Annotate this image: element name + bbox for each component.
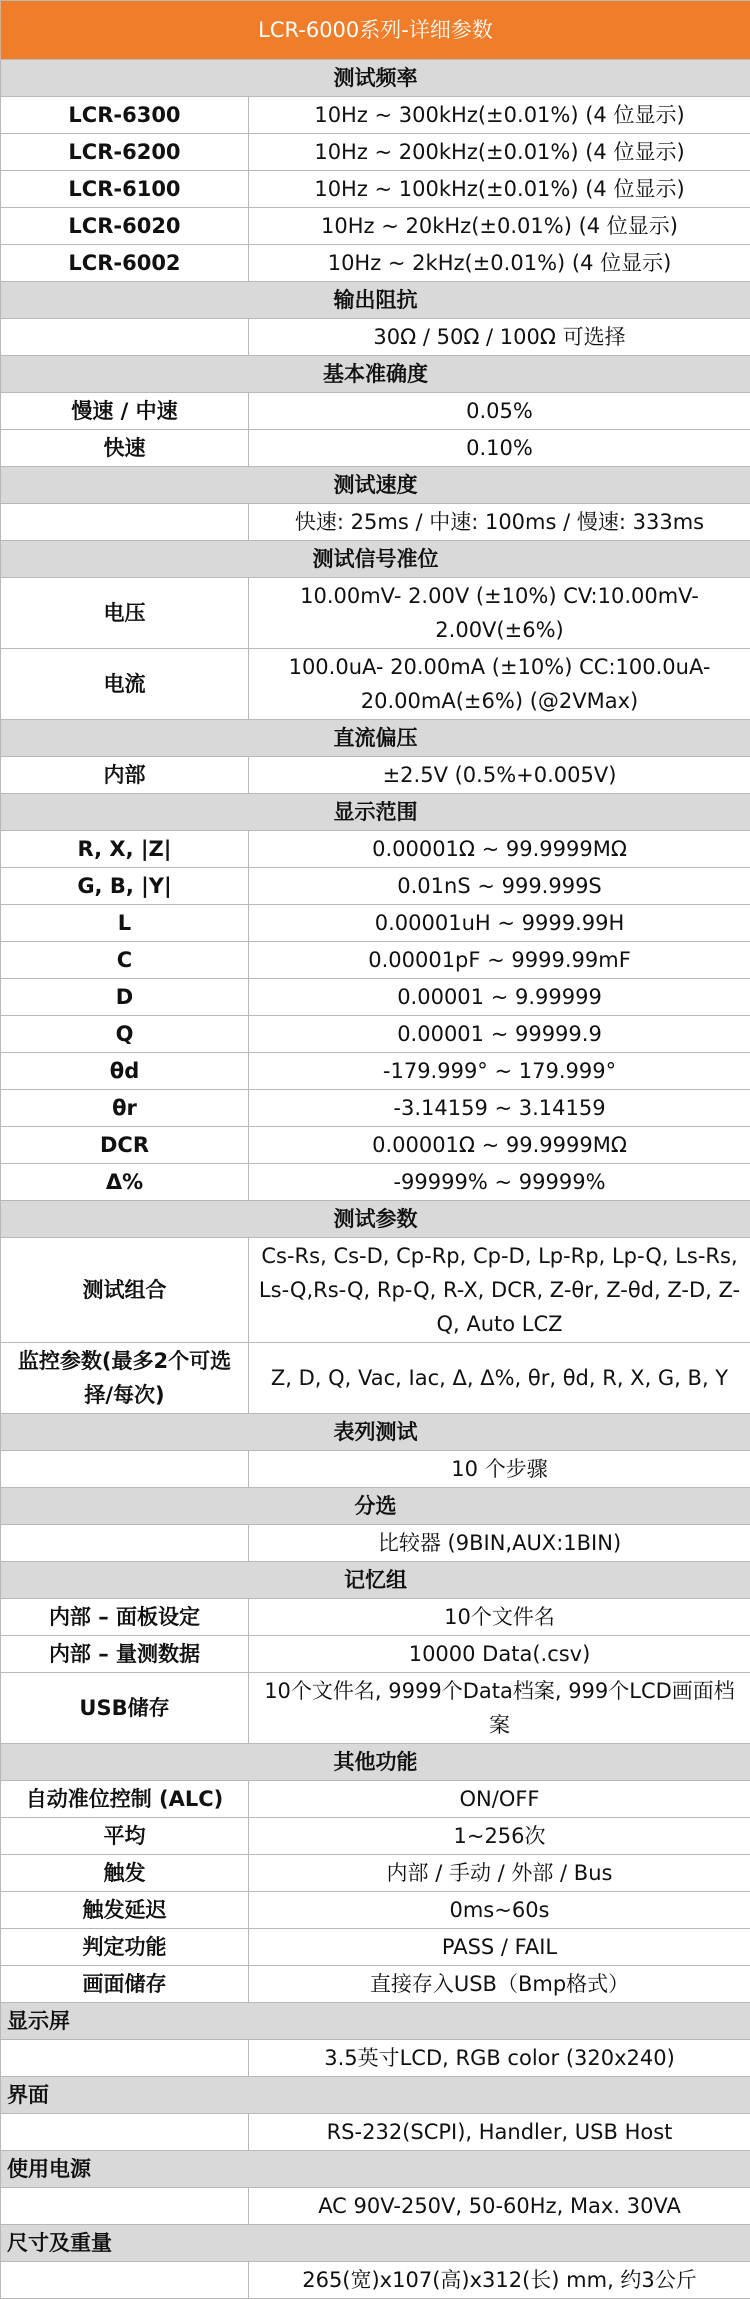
section-heading: 测试信号准位 xyxy=(1,541,750,578)
spec-label: R, X, |Z| xyxy=(1,831,249,868)
spec-row xyxy=(1,1892,750,1929)
spec-row xyxy=(1,1525,750,1562)
spec-value: 0.05% xyxy=(249,393,750,430)
spec-value: AC 90V-250V, 50-60Hz, Max. 30VA xyxy=(249,2188,750,2225)
section-heading-row xyxy=(1,2225,750,2262)
spec-value: PASS / FAIL xyxy=(249,1929,750,1966)
section-heading: 使用电源 xyxy=(1,2151,750,2188)
spec-label: USB储存 xyxy=(1,1673,249,1744)
section-heading: 记忆组 xyxy=(1,1562,750,1599)
spec-label: 监控参数(最多2个可选择/每次) xyxy=(1,1343,249,1414)
spec-label: 触发 xyxy=(1,1855,249,1892)
spec-value: 10Hz ~ 200kHz(±0.01%) (4 位显示) xyxy=(249,134,750,171)
spec-row xyxy=(1,1127,750,1164)
spec-value: 10Hz ~ 300kHz(±0.01%) (4 位显示) xyxy=(249,97,750,134)
section-heading: 尺寸及重量 xyxy=(1,2225,750,2262)
spec-label: 慢速 / 中速 xyxy=(1,393,249,430)
spec-row xyxy=(1,97,750,134)
spec-value: 0.01nS ~ 999.999S xyxy=(249,868,750,905)
spec-row xyxy=(1,942,750,979)
section-heading-row xyxy=(1,356,750,393)
section-heading-row xyxy=(1,794,750,831)
spec-row xyxy=(1,171,750,208)
spec-label xyxy=(1,2114,249,2151)
spec-row xyxy=(1,1053,750,1090)
spec-value: Cs-Rs, Cs-D, Cp-Rp, Cp-D, Lp-Rp, Lp-Q, Ls-Rs, Ls-Q,Rs-Q, Rp-Q, R-X, DCR, Z-θr, Z-θd, Z-D, Z-Q, Auto LCZ xyxy=(249,1238,750,1343)
section-heading-row xyxy=(1,2151,750,2188)
spec-label: L xyxy=(1,905,249,942)
spec-label: 电压 xyxy=(1,578,249,649)
spec-row xyxy=(1,979,750,1016)
spec-row xyxy=(1,757,750,794)
spec-value: 0.00001 ~ 99999.9 xyxy=(249,1016,750,1053)
spec-value: 0.10% xyxy=(249,430,750,467)
section-heading: 分选 xyxy=(1,1488,750,1525)
spec-row xyxy=(1,1599,750,1636)
spec-label xyxy=(1,2188,249,2225)
section-heading-row xyxy=(1,282,750,319)
spec-row xyxy=(1,1238,750,1343)
spec-label xyxy=(1,2262,249,2299)
spec-row xyxy=(1,1016,750,1053)
spec-value: 快速: 25ms / 中速: 100ms / 慢速: 333ms xyxy=(249,504,750,541)
spec-label: θd xyxy=(1,1053,249,1090)
section-heading-row xyxy=(1,1744,750,1781)
section-heading: 显示范围 xyxy=(1,794,750,831)
spec-value: 100.0uA- 20.00mA (±10%) CC:100.0uA-20.00mA(±6%) (@2VMax) xyxy=(249,649,750,720)
spec-row xyxy=(1,393,750,430)
spec-value: 0.00001pF ~ 9999.99mF xyxy=(249,942,750,979)
spec-value: 直接存入USB（Bmp格式） xyxy=(249,1966,750,2003)
page-title: LCR-6000系列-详细参数 xyxy=(1,1,750,60)
spec-label: LCR-6002 xyxy=(1,245,249,282)
spec-label: 内部 xyxy=(1,757,249,794)
section-heading-row xyxy=(1,1414,750,1451)
section-heading-row xyxy=(1,1562,750,1599)
spec-value: 30Ω / 50Ω / 100Ω 可选择 xyxy=(249,319,750,356)
spec-label: LCR-6100 xyxy=(1,171,249,208)
spec-row xyxy=(1,430,750,467)
spec-row xyxy=(1,2262,750,2299)
spec-row xyxy=(1,1929,750,1966)
spec-value: 内部 / 手动 / 外部 / Bus xyxy=(249,1855,750,1892)
section-heading-row xyxy=(1,60,750,97)
spec-value: 比较器 (9BIN,AUX:1BIN) xyxy=(249,1525,750,1562)
spec-label: C xyxy=(1,942,249,979)
spec-value: -99999% ~ 99999% xyxy=(249,1164,750,1201)
section-heading-row xyxy=(1,2003,750,2040)
spec-label: 判定功能 xyxy=(1,1929,249,1966)
spec-value: 3.5英寸LCD, RGB color (320x240) xyxy=(249,2040,750,2077)
spec-row xyxy=(1,1673,750,1744)
spec-row xyxy=(1,2188,750,2225)
spec-row xyxy=(1,868,750,905)
spec-value: Z, D, Q, Vac, Iac, Δ, Δ%, θr, θd, R, X, G, B, Y xyxy=(249,1343,750,1414)
spec-row xyxy=(1,649,750,720)
spec-label xyxy=(1,1525,249,1562)
spec-value: 10Hz ~ 20kHz(±0.01%) (4 位显示) xyxy=(249,208,750,245)
spec-row xyxy=(1,1451,750,1488)
spec-label: 快速 xyxy=(1,430,249,467)
spec-row xyxy=(1,2114,750,2151)
spec-value: -3.14159 ~ 3.14159 xyxy=(249,1090,750,1127)
section-heading: 测试速度 xyxy=(1,467,750,504)
title-row xyxy=(1,1,750,60)
spec-row xyxy=(1,831,750,868)
spec-table-body xyxy=(1,1,750,2299)
spec-value: RS-232(SCPI), Handler, USB Host xyxy=(249,2114,750,2151)
spec-row xyxy=(1,134,750,171)
spec-label: G, B, |Y| xyxy=(1,868,249,905)
section-heading: 测试参数 xyxy=(1,1201,750,1238)
spec-row xyxy=(1,504,750,541)
spec-value: 10 个步骤 xyxy=(249,1451,750,1488)
spec-value: 10Hz ~ 2kHz(±0.01%) (4 位显示) xyxy=(249,245,750,282)
section-heading-row xyxy=(1,1488,750,1525)
spec-value: 0.00001Ω ~ 99.9999MΩ xyxy=(249,831,750,868)
section-heading: 界面 xyxy=(1,2077,750,2114)
spec-value: 1~256次 xyxy=(249,1818,750,1855)
spec-value: 10000 Data(.csv) xyxy=(249,1636,750,1673)
spec-row xyxy=(1,245,750,282)
spec-label: Q xyxy=(1,1016,249,1053)
spec-label: LCR-6020 xyxy=(1,208,249,245)
spec-value: 265(宽)x107(高)x312(长) mm, 约3公斤 xyxy=(249,2262,750,2299)
section-heading: 表列测试 xyxy=(1,1414,750,1451)
spec-value: 10个文件名, 9999个Data档案, 999个LCD画面档案 xyxy=(249,1673,750,1744)
spec-value: 10.00mV- 2.00V (±10%) CV:10.00mV-2.00V(±6%) xyxy=(249,578,750,649)
section-heading: 测试频率 xyxy=(1,60,750,97)
spec-value: 0ms~60s xyxy=(249,1892,750,1929)
spec-row xyxy=(1,578,750,649)
spec-row xyxy=(1,208,750,245)
spec-label: D xyxy=(1,979,249,1016)
spec-label xyxy=(1,2040,249,2077)
spec-label: LCR-6300 xyxy=(1,97,249,134)
spec-row xyxy=(1,1966,750,2003)
spec-row xyxy=(1,1636,750,1673)
spec-row xyxy=(1,1818,750,1855)
spec-row xyxy=(1,2040,750,2077)
spec-label: 自动准位控制 (ALC) xyxy=(1,1781,249,1818)
spec-value: 0.00001Ω ~ 99.9999MΩ xyxy=(249,1127,750,1164)
spec-row xyxy=(1,905,750,942)
spec-row xyxy=(1,1781,750,1818)
section-heading: 输出阻抗 xyxy=(1,282,750,319)
spec-label: 触发延迟 xyxy=(1,1892,249,1929)
section-heading: 其他功能 xyxy=(1,1744,750,1781)
spec-value: 10个文件名 xyxy=(249,1599,750,1636)
section-heading-row xyxy=(1,541,750,578)
section-heading-row xyxy=(1,720,750,757)
section-heading-row xyxy=(1,2077,750,2114)
spec-label: 电流 xyxy=(1,649,249,720)
section-heading: 直流偏压 xyxy=(1,720,750,757)
spec-label: DCR xyxy=(1,1127,249,1164)
spec-value: ±2.5V (0.5%+0.005V) xyxy=(249,757,750,794)
section-heading-row xyxy=(1,1201,750,1238)
spec-label: 内部 – 面板设定 xyxy=(1,1599,249,1636)
spec-label xyxy=(1,1451,249,1488)
spec-row xyxy=(1,319,750,356)
spec-label: θr xyxy=(1,1090,249,1127)
spec-value: ON/OFF xyxy=(249,1781,750,1818)
section-heading: 基本准确度 xyxy=(1,356,750,393)
spec-value: 0.00001 ~ 9.99999 xyxy=(249,979,750,1016)
spec-value: 0.00001uH ~ 9999.99H xyxy=(249,905,750,942)
spec-label: LCR-6200 xyxy=(1,134,249,171)
section-heading: 显示屏 xyxy=(1,2003,750,2040)
spec-label: 测试组合 xyxy=(1,1238,249,1343)
spec-label: 内部 – 量测数据 xyxy=(1,1636,249,1673)
spec-value: -179.999° ~ 179.999° xyxy=(249,1053,750,1090)
spec-row xyxy=(1,1090,750,1127)
spec-row xyxy=(1,1164,750,1201)
spec-label: 平均 xyxy=(1,1818,249,1855)
spec-label xyxy=(1,504,249,541)
section-heading-row xyxy=(1,467,750,504)
spec-label: Δ% xyxy=(1,1164,249,1201)
spec-row xyxy=(1,1343,750,1414)
spec-row xyxy=(1,1855,750,1892)
spec-label: 画面储存 xyxy=(1,1966,249,2003)
spec-value: 10Hz ~ 100kHz(±0.01%) (4 位显示) xyxy=(249,171,750,208)
spec-label xyxy=(1,319,249,356)
